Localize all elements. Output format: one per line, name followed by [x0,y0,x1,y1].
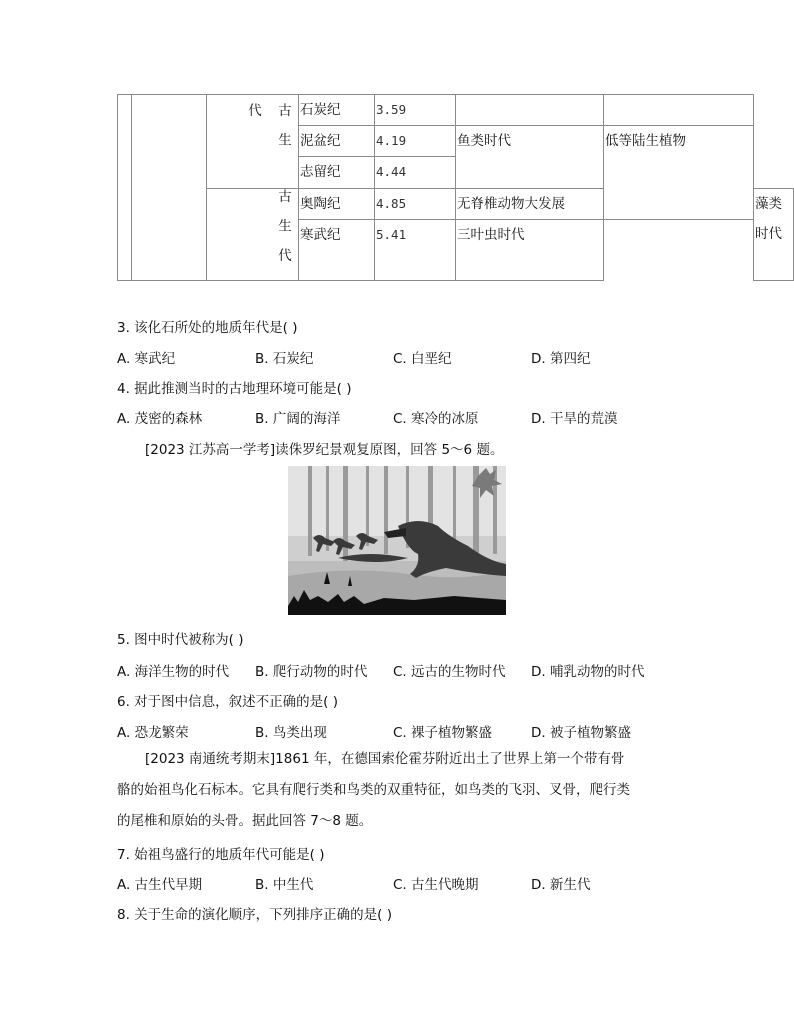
question-7: 7. 始祖鸟盛行的地质年代可能是( ) [117,847,325,863]
q6-option-d: D. 被子植物繁盛 [531,725,631,741]
section-intro-5-6: [2023 江苏高一学考]读侏罗纪景观复原图，回答 5～6 题。 [145,442,504,458]
q5-option-c: C. 远古的生物时代 [393,664,506,680]
age-cell: 4.19 [375,126,456,157]
age-cell: 5.41 [375,220,456,281]
q3-option-d: D. 第四纪 [531,351,591,367]
plant-cell-low: 低等陆生植物 [604,126,754,220]
question-5: 5. 图中时代被称为( ) [117,632,244,648]
jurassic-landscape-illustration [288,466,506,615]
plant-cell-empty [604,95,754,126]
q4-option-d: D. 干旱的荒漠 [531,411,618,427]
q3-option-b: B. 石炭纪 [255,351,314,367]
q5-option-b: B. 爬行动物的时代 [255,664,368,680]
q4-option-a: A. 茂密的森林 [117,411,203,427]
age-cell: 4.85 [375,189,456,220]
animal-cell-empty [456,95,604,126]
q7-option-a: A. 古生代早期 [117,877,203,893]
geologic-time-table [117,94,794,281]
question-4: 4. 据此推测当时的古地理环境可能是( ) [117,381,352,397]
q5-option-a: A. 海洋生物的时代 [117,664,230,680]
section-intro-7-8: [2023 南通统考期末]1861 年，在德国索伦霍芬附近出土了世界上第一个带有骨骼的始祖鸟化石标本。它具有爬行类和鸟类的双重特征，如鸟类的飞羽、叉骨，爬行类的尾椎和原始的头骨。据此回答 7～8 题。 [117,751,630,829]
question-3: 3. 该化石所处的地质年代是( ) [117,320,298,336]
q3-option-c: C. 白垩纪 [393,351,452,367]
question-6: 6. 对于图中信息，叙述不正确的是( ) [117,694,338,710]
period-cell: 泥盆纪 [299,126,375,157]
q5-option-d: D. 哺乳动物的时代 [531,664,645,680]
period-cell: 奥陶纪 [299,189,375,220]
blank-col-2 [132,95,207,281]
q6-option-a: A. 恐龙繁荣 [117,725,189,741]
q4-option-b: B. 广阔的海洋 [255,411,341,427]
jurassic-scene-image [288,466,506,615]
animal-cell-fish: 鱼类时代 [456,126,604,189]
period-cell: 志留纪 [299,157,375,189]
q7-option-b: B. 中生代 [255,877,314,893]
plant-cell-algae: 藻类时代 [754,189,794,281]
blank-col-1 [118,95,132,281]
age-cell: 3.59 [375,95,456,126]
era-cell-upper: 古生代 [207,95,299,189]
q6-option-b: B. 鸟类出现 [255,725,327,741]
era-cell-lower: 古生代 [207,189,299,281]
animal-cell-trilobite: 三叶虫时代 [456,220,604,281]
period-cell: 石炭纪 [299,95,375,126]
age-cell: 4.44 [375,157,456,189]
period-cell: 寒武纪 [299,220,375,281]
q6-option-c: C. 裸子植物繁盛 [393,725,493,741]
q3-option-a: A. 寒武纪 [117,351,176,367]
q7-option-c: C. 古生代晚期 [393,877,479,893]
animal-cell-invert: 无脊椎动物大发展 [456,189,604,220]
q7-option-d: D. 新生代 [531,877,591,893]
question-8: 8. 关于生命的演化顺序，下列排序正确的是( ) [117,907,392,923]
q4-option-c: C. 寒冷的冰原 [393,411,479,427]
